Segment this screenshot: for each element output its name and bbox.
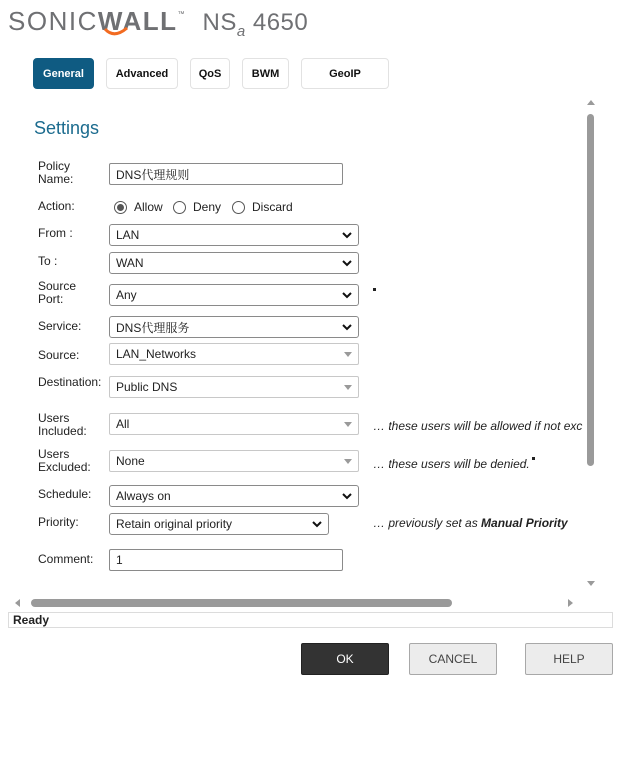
source-port-value: Any bbox=[116, 288, 137, 302]
chevron-down-icon bbox=[342, 493, 352, 500]
policy-name-input[interactable] bbox=[109, 163, 343, 185]
brand-wall: WALL bbox=[97, 6, 178, 36]
priority-note-text: … previously set as bbox=[373, 516, 482, 530]
radio-unchecked-icon bbox=[232, 201, 245, 214]
from-label: From : bbox=[38, 226, 73, 240]
tab-advanced[interactable]: Advanced bbox=[106, 58, 178, 89]
priority-value: Retain original priority bbox=[116, 517, 233, 531]
marker-icon bbox=[373, 288, 376, 291]
chevron-down-icon bbox=[342, 232, 352, 239]
users-excluded-label: Users Excluded: bbox=[38, 447, 91, 474]
dropdown-arrow-icon bbox=[344, 422, 352, 427]
service-label: Service: bbox=[38, 319, 82, 333]
vertical-scrollbar[interactable] bbox=[585, 96, 597, 592]
tab-qos[interactable]: QoS bbox=[190, 58, 230, 89]
tab-bar bbox=[33, 58, 389, 89]
tab-geoip[interactable]: GeoIP bbox=[301, 58, 389, 89]
policy-name-label: Policy Name: bbox=[38, 159, 74, 186]
action-discard-label: Discard bbox=[252, 200, 293, 214]
to-label: To : bbox=[38, 254, 58, 268]
scroll-up-icon[interactable] bbox=[586, 98, 596, 106]
scroll-right-icon[interactable] bbox=[567, 598, 575, 608]
source-value: LAN_Networks bbox=[116, 347, 197, 361]
source-port-select[interactable] bbox=[109, 284, 359, 306]
chevron-down-icon bbox=[342, 292, 352, 299]
source-label: Source: bbox=[38, 348, 80, 362]
brand-trademark: ™ bbox=[177, 11, 185, 18]
status-bar: Ready bbox=[8, 612, 613, 628]
users-excluded-combobox[interactable] bbox=[109, 450, 359, 472]
dropdown-arrow-icon bbox=[344, 385, 352, 390]
horizontal-scrollbar[interactable] bbox=[8, 595, 585, 610]
sonicwall-swoosh-icon bbox=[104, 27, 128, 37]
action-label: Action: bbox=[38, 199, 75, 213]
service-select[interactable] bbox=[109, 316, 359, 338]
radio-unchecked-icon bbox=[173, 201, 186, 214]
settings-heading: Settings bbox=[34, 118, 100, 138]
horizontal-scroll-thumb[interactable] bbox=[31, 599, 452, 607]
from-select[interactable] bbox=[109, 224, 359, 246]
action-discard-radio[interactable] bbox=[232, 200, 293, 214]
users-excluded-value: None bbox=[116, 454, 145, 468]
sonicwall-logo bbox=[8, 6, 308, 40]
service-value: DNS代理服务 bbox=[116, 320, 190, 335]
brand-sonic: SONIC bbox=[8, 6, 98, 36]
action-deny-label: Deny bbox=[193, 200, 222, 214]
marker-icon bbox=[532, 457, 535, 460]
destination-value: Public DNS bbox=[116, 380, 178, 394]
users-excluded-note: … these users will be denied. bbox=[373, 457, 530, 471]
model-sub: a bbox=[236, 23, 246, 40]
users-included-label: Users Included: bbox=[38, 411, 87, 438]
destination-combobox[interactable] bbox=[109, 376, 359, 398]
to-select[interactable] bbox=[109, 252, 359, 274]
settings-panel bbox=[8, 96, 585, 594]
chevron-down-icon bbox=[312, 521, 322, 528]
action-allow-radio[interactable] bbox=[114, 200, 163, 214]
schedule-label: Schedule: bbox=[38, 487, 92, 501]
action-deny-radio[interactable] bbox=[173, 200, 221, 214]
scroll-down-icon[interactable] bbox=[586, 580, 596, 588]
model-name bbox=[203, 9, 309, 40]
priority-note bbox=[373, 516, 568, 530]
dropdown-arrow-icon bbox=[344, 352, 352, 357]
comment-input[interactable] bbox=[109, 549, 343, 571]
from-value: LAN bbox=[116, 228, 140, 242]
comment-label: Comment: bbox=[38, 552, 94, 566]
source-combobox[interactable] bbox=[109, 343, 359, 365]
model-prefix: NS bbox=[202, 9, 237, 36]
destination-label: Destination: bbox=[38, 375, 102, 389]
schedule-value: Always on bbox=[116, 489, 171, 503]
priority-note-bold: Manual Priority bbox=[481, 516, 568, 530]
schedule-select[interactable] bbox=[109, 485, 359, 507]
tab-bwm[interactable]: BWM bbox=[242, 58, 289, 89]
vertical-scroll-thumb[interactable] bbox=[587, 114, 594, 466]
scroll-left-icon[interactable] bbox=[13, 598, 21, 608]
users-included-combobox[interactable] bbox=[109, 413, 359, 435]
action-allow-label: Allow bbox=[134, 200, 163, 214]
ok-button[interactable]: OK bbox=[301, 643, 389, 675]
users-included-note: … these users will be allowed if not exc bbox=[373, 419, 583, 433]
model-number: 4650 bbox=[252, 9, 309, 36]
comment-value: 1 bbox=[116, 553, 123, 567]
tab-general[interactable]: General bbox=[33, 58, 94, 89]
help-button[interactable]: HELP bbox=[525, 643, 613, 675]
priority-select[interactable] bbox=[109, 513, 329, 535]
dropdown-arrow-icon bbox=[344, 459, 352, 464]
policy-name-value: DNS代理规则 bbox=[116, 167, 190, 182]
radio-checked-icon bbox=[114, 201, 127, 214]
to-value: WAN bbox=[116, 256, 144, 270]
chevron-down-icon bbox=[342, 324, 352, 331]
source-port-label: Source Port: bbox=[38, 279, 77, 306]
cancel-button[interactable]: CANCEL bbox=[409, 643, 497, 675]
chevron-down-icon bbox=[342, 260, 352, 267]
users-included-value: All bbox=[116, 417, 130, 431]
priority-label: Priority: bbox=[38, 515, 79, 529]
